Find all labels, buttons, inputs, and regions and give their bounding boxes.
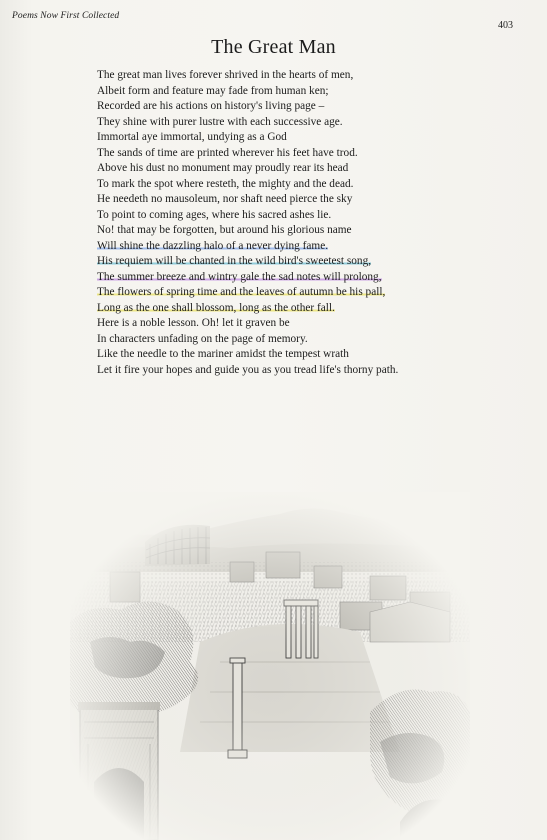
poem-line: They shine with purer lustre with each successive age. [97, 115, 343, 128]
poem-line: Let it fire your hopes and guide you as you tread life's thorny path. [97, 363, 399, 376]
poem-line: He needeth no mausoleum, nor shaft need pierce the sky [97, 193, 353, 205]
poem-line: Above his dust no monument may proudly rear its head [97, 162, 349, 174]
engraved-cityscape-ruins-illustration [70, 492, 470, 840]
poem-line: Albeit form and feature may fade from human ken; [97, 84, 329, 97]
poem-line: Recorded are his actions on history's living page – [97, 100, 325, 112]
poem-line: The great man lives forever shrived in the hearts of men, [97, 69, 354, 81]
poem-line-highlighted: The flowers of spring time and the leaves of autumn be his pall, [97, 286, 386, 298]
poem-line-highlighted: The summer breeze and wintry gale the sad notes will prolong, [97, 270, 382, 283]
poem-line-highlighted: Long as the one shall blossom, long as the other fall. [97, 301, 335, 314]
poem-line-highlighted: Will shine the dazzling halo of a never dying fame. [97, 239, 329, 252]
poem-line: The sands of time are printed wherever his feet have trod. [97, 146, 358, 159]
poem-line: No! that may be forgotten, but around his glorious name [97, 224, 352, 236]
poem-line: Like the needle to the mariner amidst the tempest wrath [97, 348, 349, 360]
poem-line: To point to coming ages, where his sacred ashes lie. [97, 208, 332, 221]
page-number: 403 [498, 20, 513, 31]
poem-title: The Great Man [211, 36, 336, 58]
poem-line: In characters unfading on the page of memory. [97, 332, 308, 345]
poem-line-highlighted: His requiem will be chanted in the wild bird's sweetest song, [97, 255, 372, 267]
poem-body [97, 68, 497, 378]
running-head: Poems Now First Collected [12, 11, 120, 21]
poem-line: To mark the spot where resteth, the mighty and the dead. [97, 177, 354, 190]
poem-line: Immortal aye immortal, undying as a God [97, 131, 287, 143]
poem-line: Here is a noble lesson. Oh! let it graven be [97, 317, 290, 329]
